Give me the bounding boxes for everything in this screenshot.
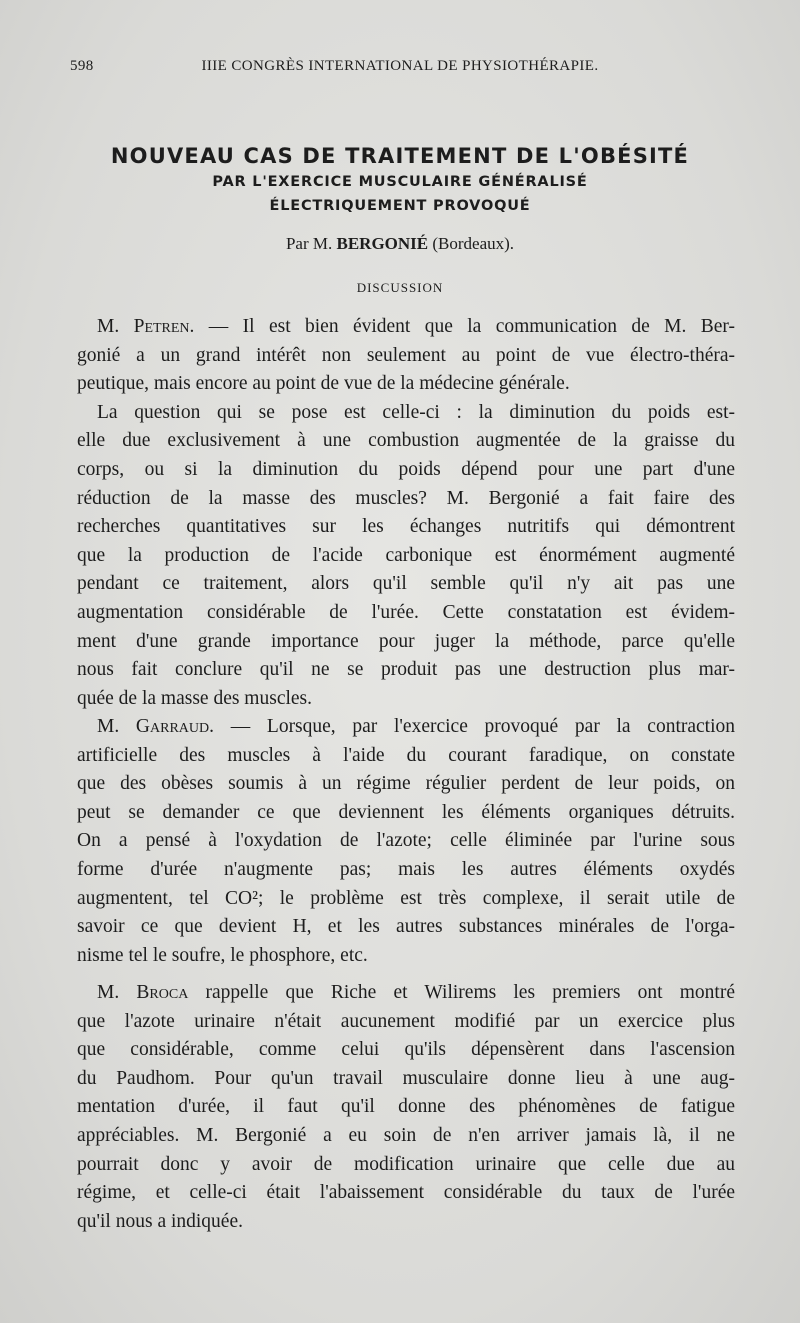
paragraph-line: nisme tel le soufre, le phosphore, etc. bbox=[77, 944, 368, 966]
paragraph-line: augmentent, tel CO²; le problème est très complexe, il serait utile de bbox=[77, 887, 735, 909]
byline-author: BERGONIÉ bbox=[336, 234, 429, 253]
paragraph-line: M. Petren. — Il est bien évident que la communication de M. Ber- bbox=[97, 316, 735, 337]
paragraph-line: gonié a un grand intérêt non seulement au point de vue électro-théra- bbox=[77, 344, 735, 366]
paragraph-line: ment d'une grande importance pour juger la méthode, parce qu'elle bbox=[77, 630, 735, 652]
paragraph-line: nous fait conclure qu'il ne se produit pas une destruction plus mar- bbox=[77, 659, 735, 681]
paragraph-line: peutique, mais encore au point de vue de la médecine générale. bbox=[77, 373, 570, 395]
running-head: IIIE CONGRÈS INTERNATIONAL DE PHYSIOTHÉRAPIE. bbox=[201, 58, 599, 74]
article-subtitle-line-2: ÉLECTRIQUEMENT PROVOQUÉ bbox=[269, 198, 531, 214]
paragraph-line: M. Garraud. — Lorsque, par l'exercice provoqué par la contraction bbox=[97, 716, 735, 737]
paragraph-line: que des obèses soumis à un régime régulier perdent de leur poids, on bbox=[77, 773, 735, 795]
speaker-title: M. bbox=[97, 982, 137, 1003]
paragraph-line: recherches quantitatives sur les échanges nutritifs qui démontrent bbox=[77, 516, 735, 538]
speaker-title: M. bbox=[97, 316, 134, 337]
paragraph-line: que la production de l'acide carbonique est énormément augmenté bbox=[77, 544, 735, 566]
paragraph-line: du Paudhom. Pour qu'un travail musculaire donne lieu à une aug- bbox=[77, 1067, 735, 1089]
speaker-title: M. bbox=[97, 716, 136, 737]
speaker-name: Garraud bbox=[135, 716, 210, 737]
speaker-name: Broca bbox=[136, 982, 189, 1003]
discussion-block-broca bbox=[77, 979, 735, 1236]
byline-prefix: Par M. bbox=[285, 234, 337, 253]
section-heading: DISCUSSION bbox=[356, 280, 444, 295]
paragraph-line: que l'azote urinaire n'était aucunement modifié par un exercice plus bbox=[77, 1010, 735, 1032]
paragraph-line: artificielle des muscles à l'aide du courant faradique, on constate bbox=[77, 744, 735, 766]
paragraph-line: appréciables. M. Bergonié a eu soin de n'en arriver jamais là, il ne bbox=[77, 1124, 735, 1146]
article-subtitle-line-1: PAR L'EXERCICE MUSCULAIRE GÉNÉRALISÉ bbox=[212, 174, 588, 190]
byline-affiliation: (Bordeaux). bbox=[428, 234, 515, 253]
paragraph-line: La question qui se pose est celle-ci : la diminution du poids est- bbox=[97, 401, 735, 423]
paragraph-line: quée de la masse des muscles. bbox=[77, 687, 313, 709]
paragraph-line: pourrait donc y avoir de modification urinaire que celle due au bbox=[77, 1153, 735, 1175]
paragraph-line: mentation d'urée, il faut qu'il donne des phénomènes de fatigue bbox=[77, 1096, 735, 1118]
paragraph-line: On a pensé à l'oxydation de l'azote; celle éliminée par l'urine sous bbox=[77, 830, 735, 852]
article-title: NOUVEAU CAS DE TRAITEMENT DE L'OBÉSITÉ bbox=[110, 144, 690, 168]
paragraph-line: corps, ou si la diminution du poids dépend pour une part d'une bbox=[77, 458, 735, 480]
discussion-block-garraud bbox=[77, 713, 735, 970]
speaker-name: Petren bbox=[133, 316, 190, 337]
discussion-block-petren bbox=[77, 313, 735, 713]
paragraph-line: forme d'urée n'augmente pas; mais les autres éléments oxydés bbox=[77, 858, 735, 880]
byline bbox=[40, 234, 760, 254]
paragraph-line: régime, et celle-ci était l'abaissement considérable du taux de l'urée bbox=[77, 1182, 735, 1204]
paragraph-line: M. Broca rappelle que Riche et Wilirems les premiers ont montré bbox=[97, 982, 735, 1003]
paragraph-line: pendant ce traitement, alors qu'il semble qu'il n'y ait pas une bbox=[77, 573, 735, 595]
paragraph-line: que considérable, comme celui qu'ils dépensèrent dans l'ascension bbox=[77, 1039, 735, 1061]
paragraph-line: savoir ce que devient H, et les autres substances minérales de l'orga- bbox=[77, 916, 735, 938]
paragraph-line: peut se demander ce que deviennent les éléments organiques détruits. bbox=[77, 801, 735, 823]
paragraph-line: qu'il nous a indiquée. bbox=[77, 1210, 243, 1232]
paragraph-line: augmentation considérable de l'urée. Cette constatation est évidem- bbox=[77, 601, 735, 623]
paragraph-line: elle due exclusivement à une combustion augmentée de la graisse du bbox=[77, 430, 735, 452]
page-number: 598 bbox=[70, 58, 94, 74]
paragraph-line: réduction de la masse des muscles? M. Bergonié a fait faire des bbox=[77, 487, 735, 509]
